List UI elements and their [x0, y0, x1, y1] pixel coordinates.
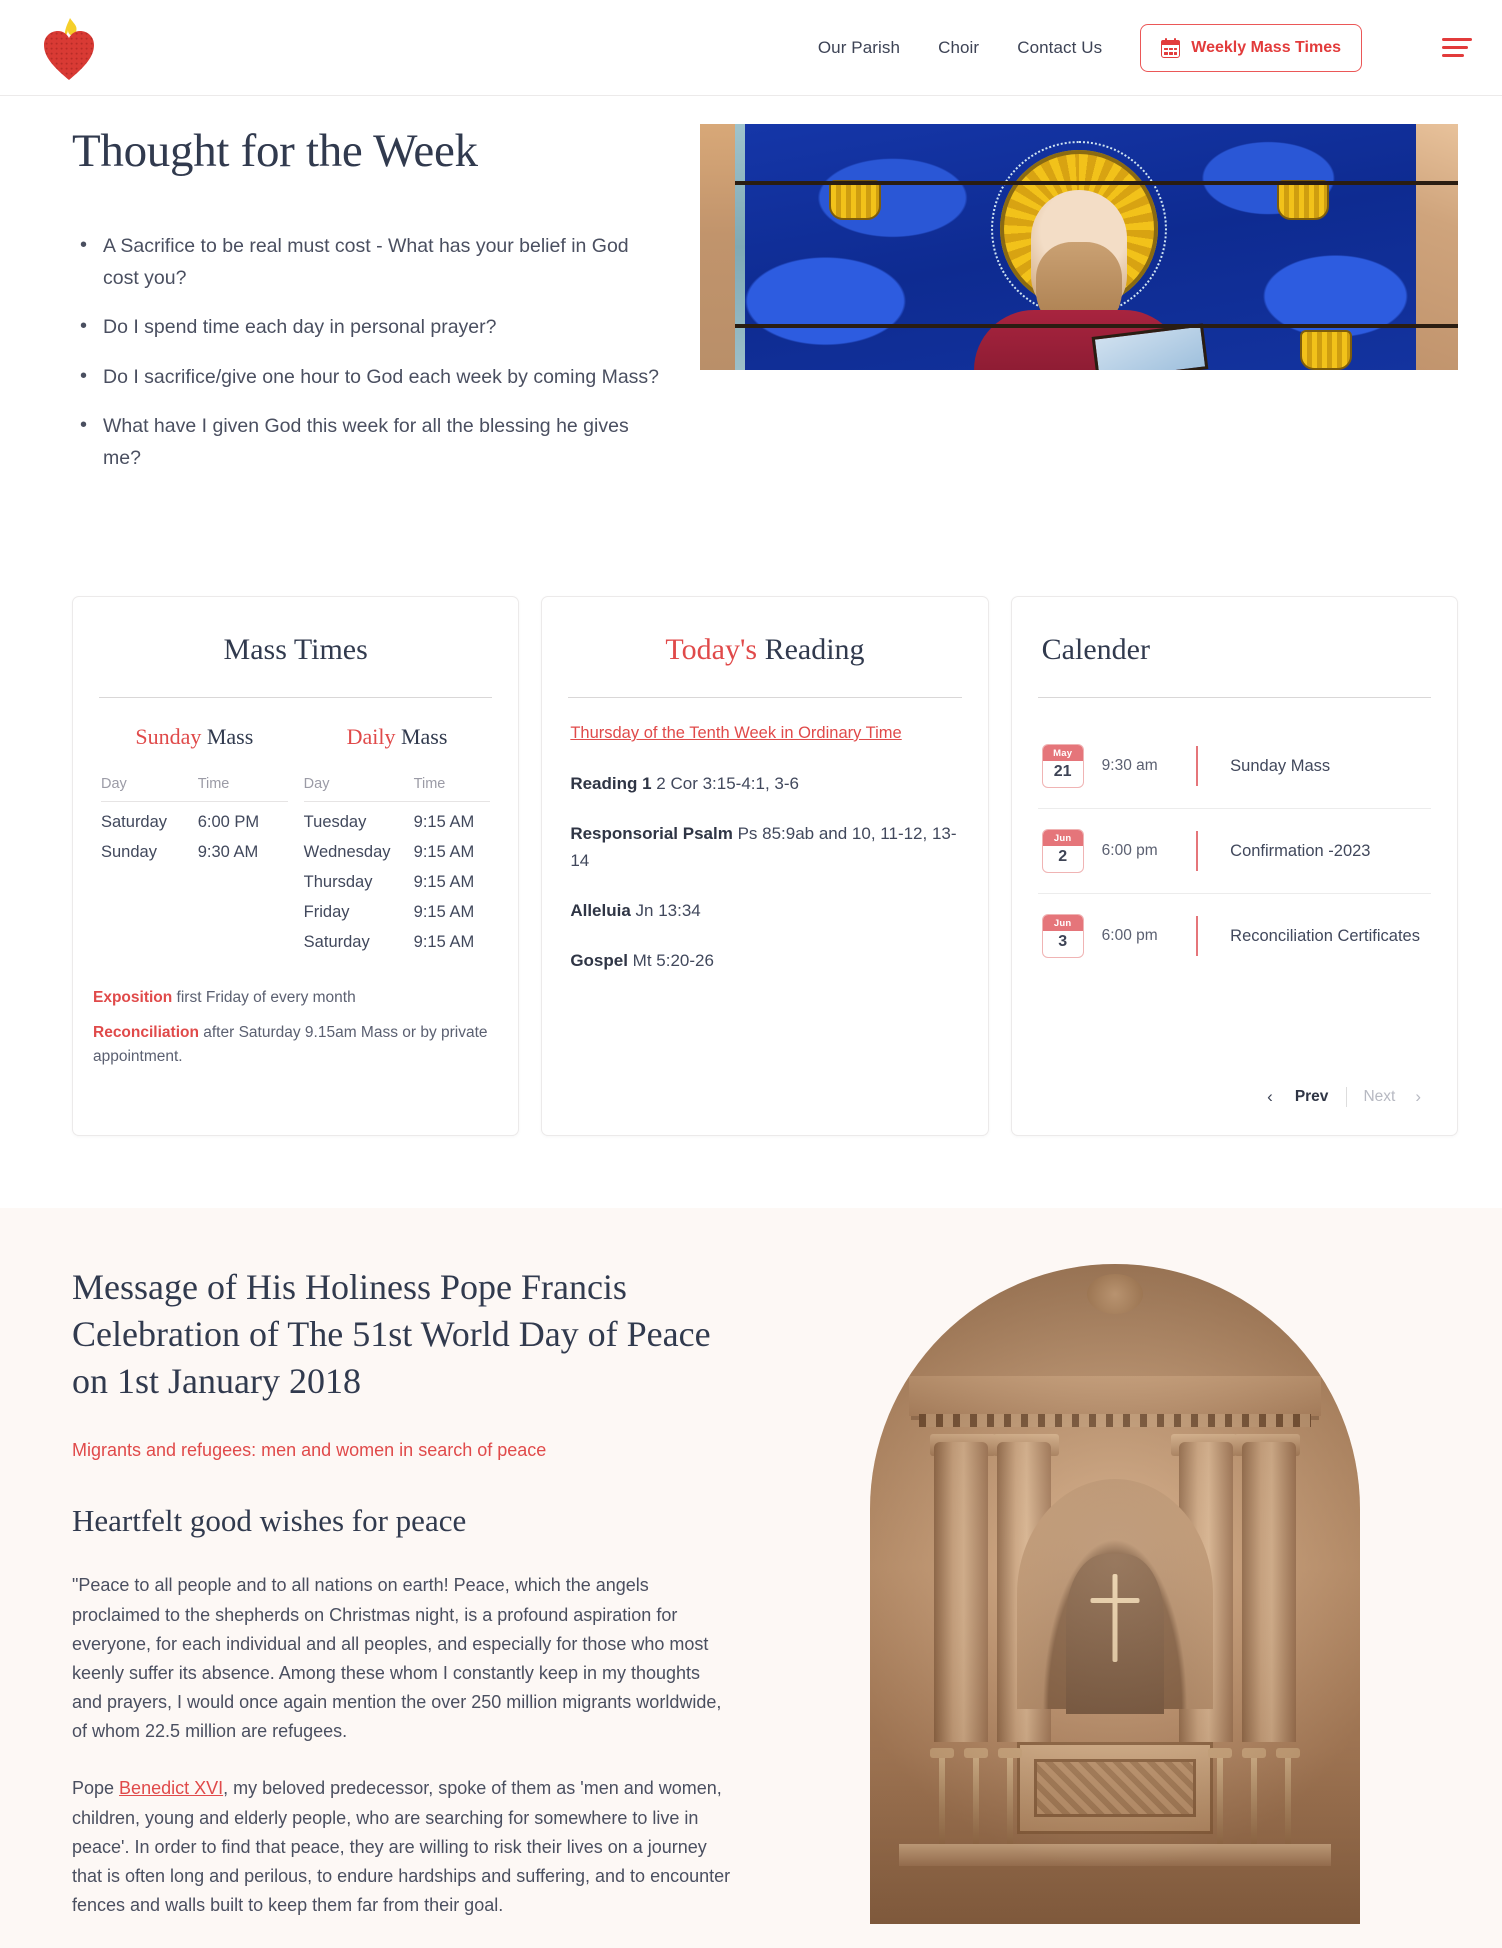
cell-day: Saturday [303, 933, 370, 952]
event-time: 6:00 pm [1101, 842, 1158, 860]
event-time: 9:30 am [1101, 757, 1158, 775]
todays-reading-title: Today's Reading [665, 633, 865, 667]
mass-times-title: Mass Times [223, 633, 368, 667]
chevron-left-icon[interactable]: ‹ [1267, 1087, 1273, 1107]
nav-item-contact-us[interactable]: Contact Us [1017, 37, 1103, 57]
mass-times-card [72, 596, 519, 1136]
calendar-title: Calender [1041, 633, 1150, 667]
church-altar-image [870, 1264, 1360, 1924]
cell-time: 9:30 AM [197, 843, 259, 862]
badge-day: 2 [1058, 847, 1068, 865]
daily-mass-table [304, 776, 491, 952]
cell-time: 9:15 AM [413, 933, 475, 952]
reading-item: Alleluia Jn 13:34 [570, 901, 701, 921]
date-badge [1042, 829, 1084, 873]
badge-month: May [1043, 745, 1083, 761]
next-button[interactable]: Next [1363, 1088, 1396, 1106]
pope-section-heading: Heartfelt good wishes for peace [72, 1503, 467, 1539]
list-item[interactable] [1038, 809, 1431, 894]
badge-month: Jun [1043, 915, 1083, 931]
thought-for-the-week-section [0, 96, 1502, 491]
table-row [304, 862, 491, 892]
mass-times-notes [73, 952, 518, 1068]
table-row [304, 892, 491, 922]
info-cards-row [0, 491, 1502, 1136]
pope-message-text [72, 1264, 732, 1948]
exposition-note: Exposition first Friday of every month [93, 989, 356, 1007]
cell-time: 9:15 AM [413, 843, 475, 862]
cell-day: Sunday [101, 843, 157, 862]
cell-day: Tuesday [303, 813, 367, 832]
list-item[interactable] [1038, 724, 1431, 809]
pope-message-title: Message of His Holiness Pope Francis Celebration of The 51st World Day of Peace on 1st January 2018 [72, 1267, 711, 1401]
church-altar-image-wrapper [772, 1264, 1458, 1948]
event-name: Confirmation -2023 [1230, 841, 1371, 860]
pope-paragraph-1: "Peace to all people and to all nations on earth! Peace, which the angels proclaimed to the shepherds on Christmas night, is a profound aspiration for everyone, for each individual and all peoples, and especially for those who most keenly suffer its absence. Among these whom I constantly keep in my thoughts and prayers, I would once again mention the over 250 million migrants worldwide, of whom 22.5 million are refugees. [72, 1575, 722, 1742]
cell-day: Saturday [101, 813, 168, 832]
cell-day: Wednesday [303, 843, 391, 862]
event-name: Sunday Mass [1230, 756, 1331, 775]
divider [568, 697, 961, 698]
calendar-pagination [1259, 1087, 1429, 1107]
badge-day: 3 [1058, 932, 1068, 950]
date-badge [1042, 744, 1084, 788]
column-header-time: Time [198, 776, 288, 802]
weekly-mass-times-label: Weekly Mass Times [1191, 38, 1341, 56]
calendar-icon [1161, 38, 1180, 58]
cell-time: 9:15 AM [413, 813, 475, 832]
calendar-card [1011, 596, 1458, 1136]
sunday-mass-heading: Sunday Mass [135, 724, 254, 750]
thought-bullet-list [72, 230, 660, 474]
reading-item: Gospel Mt 5:20-26 [570, 951, 714, 971]
table-row [304, 802, 491, 833]
site-header [0, 0, 1502, 96]
list-item: • Do I sacrifice/give one hour to God each week by coming Mass? [72, 361, 660, 393]
list-item[interactable] [1038, 894, 1431, 978]
list-item: • What have I given God this week for all the blessing he gives me? [72, 410, 660, 474]
list-item: • A Sacrifice to be real must cost - What has your belief in God cost you? [72, 230, 660, 294]
pope-paragraph-2: Pope Benedict XVI, my beloved predecessor, spoke of them as 'men and women, children, young and elderly people, who are searching for somewhere to live in peace'. In order to find that peace, they are willing to risk their lives on a journey that is often long and perilous, to endure hardships and suffering, and to encounter fences and walls built to keep them far from their goal. [72, 1778, 731, 1915]
daily-mass-heading: Daily Mass [346, 724, 448, 750]
event-name: Reconciliation Certificates [1230, 926, 1420, 945]
prev-button[interactable]: Prev [1294, 1088, 1329, 1106]
page-title: Thought for the Week [72, 125, 478, 177]
column-header-day: Day [304, 776, 414, 802]
divider [1196, 831, 1199, 871]
cell-day: Friday [303, 903, 350, 922]
stained-glass-window-image [700, 124, 1458, 370]
divider [99, 697, 492, 698]
nav-item-choir[interactable]: Choir [938, 37, 980, 57]
cell-day: Thursday [303, 873, 373, 892]
table-row [101, 802, 288, 833]
badge-day: 21 [1053, 762, 1072, 780]
sacred-heart-logo[interactable] [40, 12, 98, 84]
hamburger-menu-icon[interactable] [1442, 33, 1472, 62]
pope-message-section [0, 1208, 1502, 1948]
column-header-time: Time [414, 776, 491, 802]
column-header-day: Day [101, 776, 198, 802]
calendar-events-list [1012, 724, 1457, 978]
benedict-xvi-link[interactable]: Benedict XVI [119, 1778, 224, 1799]
list-item: • Do I spend time each day in personal prayer? [72, 311, 660, 343]
reading-item: Reading 1 2 Cor 3:15-4:1, 3-6 [570, 774, 799, 794]
stained-glass-image-wrapper [700, 124, 1502, 491]
cell-time: 6:00 PM [197, 813, 260, 832]
event-time: 6:00 pm [1101, 927, 1158, 945]
table-row [304, 832, 491, 862]
liturgical-day-link[interactable]: Thursday of the Tenth Week in Ordinary Time [570, 724, 902, 743]
reading-item: Responsorial Psalm Ps 85:9ab and 10, 11-12, 13-14 [570, 824, 957, 870]
table-row [101, 832, 288, 862]
divider [1196, 746, 1199, 786]
daily-mass-column [296, 724, 499, 952]
cell-time: 9:15 AM [413, 903, 475, 922]
nav-item-our-parish[interactable]: Our Parish [817, 37, 901, 57]
reconciliation-note: Reconciliation after Saturday 9.15am Mass or by private appointment. [93, 1024, 488, 1065]
sunday-mass-column [93, 724, 296, 952]
table-row [304, 922, 491, 952]
divider [1038, 697, 1431, 698]
sunday-mass-table [101, 776, 288, 862]
cell-time: 9:15 AM [413, 873, 475, 892]
pope-message-subtitle: Migrants and refugees: men and women in search of peace [72, 1440, 547, 1461]
divider [1346, 1087, 1347, 1107]
primary-nav [818, 24, 1472, 72]
weekly-mass-times-button[interactable] [1140, 24, 1362, 72]
divider [1196, 916, 1199, 956]
badge-month: Jun [1043, 830, 1083, 846]
chevron-right-icon[interactable]: › [1415, 1087, 1421, 1107]
thought-text-column [0, 124, 700, 491]
date-badge [1042, 914, 1084, 958]
todays-reading-card [541, 596, 988, 1136]
